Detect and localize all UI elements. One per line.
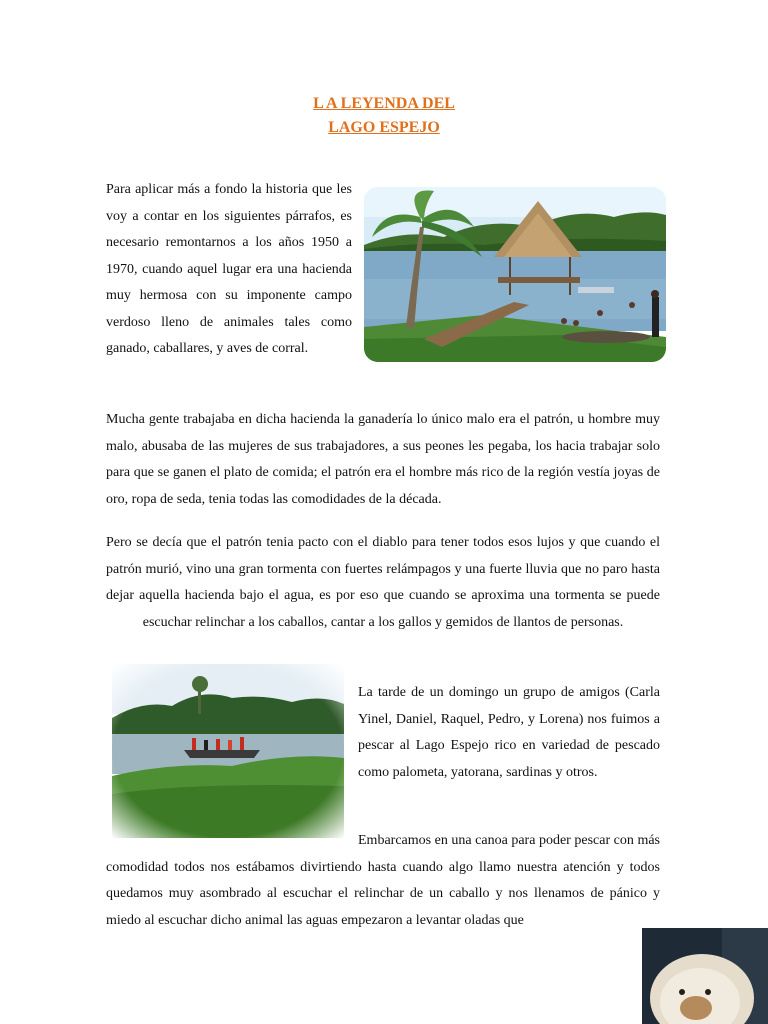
corner-fluffy-photo xyxy=(642,928,768,1024)
title-line-1: L A LEYENDA DEL xyxy=(313,95,455,112)
title-line-2: LAGO ESPEJO xyxy=(328,119,440,136)
paragraph-sunday-trip: La tarde de un domingo un grupo de amigos (Carla Yinel, Daniel, Raquel, Pedro, y Lorena) nos fuimos a pescar al Lago Espejo rico en variedad de pescado como palometa, yatorana, sardinas y otros. xyxy=(358,685,660,780)
paragraph-storm: Pero se decía que el patrón tenia pacto con el diablo para tener todos esos lujos y que cuando el patrón murió, vino una gran tormenta con fuertes relámpagos y una fuerte lluvia que no paro hasta dejar aquella hacienda bajo el agua, es por eso que cuando se aproxima una tormenta se puede escuchar relinchar a los caballos, cantar a los gallos y gemidos de llantos de personas. xyxy=(106,535,660,630)
canoe-on-lake-photo xyxy=(112,664,344,838)
lake-pier-photo xyxy=(364,187,666,362)
paragraph-hacienda: Mucha gente trabajaba en dicha hacienda la ganadería lo único malo era el patrón, u hombre muy malo, abusaba de las mujeres de sus trabajadores, a sus peones les pegaba, los hacia trabajar solo para que se ganen el plato de comida; el patrón era el hombre más rico de la región vestía joyas de oro, ropa de seda, tenia todas las comodidades de la década. xyxy=(106,412,660,507)
document-title xyxy=(0,92,768,140)
paragraph-intro: Para aplicar más a fondo la historia que les voy a contar en los siguientes párrafos, es necesario remontarnos a los años 1950 a 1970, cuando aquel lugar era una hacienda muy hermosa con su imponente campo verdoso lleno de animales tales como ganado, caballares, y aves de corral. xyxy=(106,182,352,356)
paragraph-canoe: Embarcamos en una canoa para poder pescar con más comodidad todos nos estábamos divirtiendo hasta cuando algo llamo nuestra atención y todos quedamos muy asombrado al escuchar el relinchar de un caballo y nos llenamos de pánico y miedo al escuchar dicho animal las aguas empezaron a levantar oladas que xyxy=(106,833,660,928)
